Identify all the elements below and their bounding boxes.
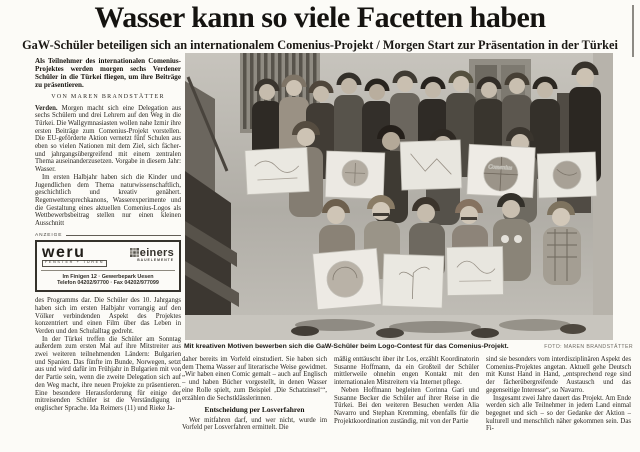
article-paragraph: sind sie besonders vom interdisziplinären Aspekt des Comenius-Projektes angetan. Aktuell gehe Deutsch mit Kunst Hand in Hand, „entsprechend rege sind der fächerübergreifende Austausch und das gegenseitige Interesse“, so Navarro. <box>486 356 631 394</box>
photo-credit: FOTO: MAREN BRANDSTÄTTER <box>544 344 633 350</box>
article-paragraph: mäßig enttäuscht über ihr Los, erzählt Koordinatorin Susanne Hoffmann, da ein Großteil der Schüler mittlerweile ohnehin engen Kontakt mit den internationalen Mitstreitern via Internet pflege. <box>334 356 479 387</box>
article-bottom-columns <box>182 356 633 452</box>
weru-brand-name: weru <box>42 243 86 261</box>
ad-divider-line <box>66 235 181 236</box>
article-paragraph <box>35 105 181 174</box>
bottom-column-2 <box>334 356 479 452</box>
article-photo <box>185 53 613 340</box>
bottom-column-1 <box>182 356 327 452</box>
meiners-tagline: BAUELEMENTE <box>137 258 174 263</box>
page-edge-mark <box>632 5 634 57</box>
ad-section-divider <box>35 233 181 238</box>
paragraph-text: Morgen macht sich eine Delegation aus sechs Schülern und drei Lehrern auf den Weg in die Türkei. Die Wallgymnasiasten wollen nahe Izmir ihre ersten Beiträge zum Comenius-Projekt vorstellen. Die EU-geförderte Aktion vernetzt fünf Schulen aus eben so vielen Nationen mit dem Ziel, sich fächer- und jahrgangsübergreifend mit einem zentralen Thema auseinanderzusetzen. Vorgabe in diesem Jahr: Wasser. <box>35 104 181 174</box>
ad-address <box>41 271 175 288</box>
article-headline: Wasser kann so viele Facetten haben <box>94 1 546 34</box>
article-paragraph: Im ersten Halbjahr haben sich die Kinder und Jugendlichen dem Thema naturwissenschaftlich, geschichtlich und kreativ genähert. Regenwettersprechkanons, Wasserexperimente und die Gestaltung eines aktuellen Comenius-Logos als Wettbewerbsbeitrag stellen nur einen kleinen Ausschnitt <box>35 173 181 228</box>
article-paragraph: des Programms dar. Die Schüler des 10. Jahrgangs haben sich im ersten Halbjahr vorrangig auf den Völker verbindenden Aspekt des Projektes konzentriert und einen Film über das Leben in Verden und den Schulalltag gedreht. <box>35 297 181 335</box>
weru-tagline: FENSTER + TÜREN <box>42 260 107 267</box>
article-lead: Als Teilnehmer des internationalen Comenius-Projektes werden morgen sechs Verdener Schüler in die Türkei fliegen, um ihre Beiträge zu präsentieren. <box>35 57 181 89</box>
article-byline: VON MAREN BRANDSTÄTTER <box>51 93 165 100</box>
photo-caption: Mit kreativen Motiven bewerben sich die GaW-Schüler beim Logo-Contest für das Comenius-Projekt. <box>184 343 509 350</box>
dateline: Verden. <box>35 104 58 112</box>
bottom-column-3 <box>486 356 631 452</box>
ad-weru-meiners[interactable] <box>35 240 181 292</box>
svg-text:Comenius: Comenius <box>488 164 513 172</box>
article-left-column <box>35 57 181 452</box>
article-paragraph: In der Türkei treffen die Schüler am Sonntag außerdem zum ersten Mal auf ihre Mitstreiter aus zwei weiteren teilnehmenden Ländern: Bulgarien und Spanien. Das fünfte im Bunde, Norwegen, setzt aus und wird dafür im Frühjahr in Bulgarien mit von der Partie sein, wenn die zweite Delegation sich auf den Weg macht, ihre neuen Projekte zu präsentieren. Eine besondere Herausforderung für einige der mitreisenden Schüler ist die Verständigung in englischer Sprache. Ida Reimers (11) und Rieke Ja- <box>35 335 181 412</box>
ad-phone-line: Telefon 04202/97700 · Fax 04202/977099 <box>57 280 159 287</box>
article-subheadline: GaW-Schüler beteiligen sich an internationalem Comenius-Projekt / Morgen Start zur Präsentation in der Türkei <box>22 38 618 52</box>
article-crosshead: Entscheidung per Losverfahren <box>204 405 305 415</box>
article-paragraph: Neben Hoffmann begleiten Corinna Gari und Susanne Becker die Schüler auf ihrer Reise in die Türkei. Bei den weiteren Besuchen werden Alia Navarro und Stephan Kremming, ebenfalls für die Projektkoordination zuständig, mit von der Partie <box>334 386 479 425</box>
meiners-logo <box>130 246 174 263</box>
meiners-grid-icon <box>130 248 139 257</box>
article-paragraph: Insgesamt zwei Jahre dauert das Projekt. Am Ende werden sich alle Teilnehmer in jedem Land einmal begegnet und sich – so der Gedanke der Aktion – kulturell und menschlich näher gekommen sein. Das Fi- <box>486 394 631 433</box>
group-photo-illustration <box>185 53 613 340</box>
ad-label: ANZEIGE <box>35 232 63 238</box>
ad-address-line: Im Finigen 12 · Gewerbepark Uesen <box>62 273 154 280</box>
article-paragraph: Wer mitfahren darf, und wer nicht, wurde im Vorfeld per Losverfahren ermittelt. Die <box>182 416 327 432</box>
meiners-brand-name: einers <box>139 246 174 259</box>
photo-caption-row <box>184 343 633 350</box>
article-paragraph: daher bereits im Vorfeld einstudiert. Sie haben sich dem Thema Wasser auf literarische Weise gewidmet. „Wir haben einen Comic gemalt – auch auf Englisch – und haben Bücher vorgestellt, in denen Wasser eine Rolle spielt, zum Beispiel ‚Die Schatzinsel‘“, erzählen die Sechstklässlerinnen. <box>182 356 327 402</box>
ad-logo-row <box>41 245 175 271</box>
weru-logo <box>42 243 107 267</box>
